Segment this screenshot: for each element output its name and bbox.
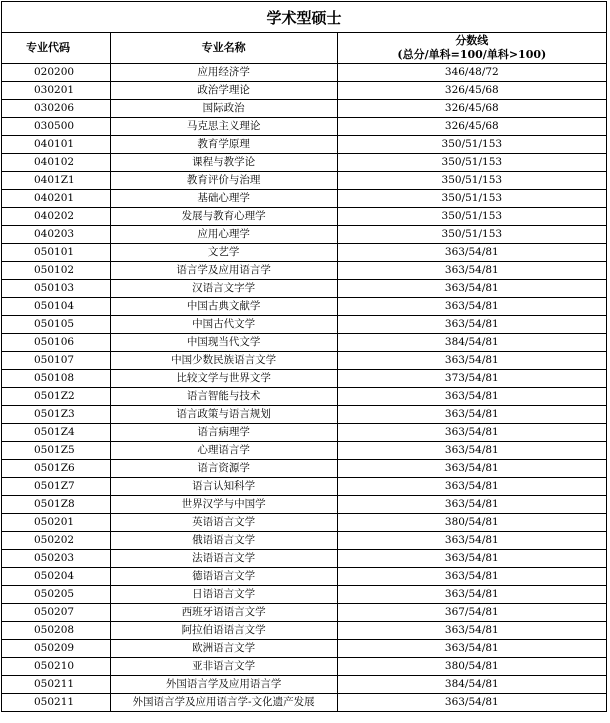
major-name: 法语语言文学 (110, 550, 337, 568)
major-code: 030201 (2, 82, 111, 100)
table-row (2, 334, 607, 352)
major-code: 0501Z5 (2, 442, 111, 460)
major-name: 国际政治 (110, 100, 337, 118)
score-line: 363/54/81 (337, 568, 606, 586)
major-code: 0501Z3 (2, 406, 111, 424)
major-name: 阿拉伯语语言文学 (110, 622, 337, 640)
table-row (2, 496, 607, 514)
table-row (2, 694, 607, 712)
table-row (2, 586, 607, 604)
major-code: 030206 (2, 100, 111, 118)
score-line: 363/54/81 (337, 262, 606, 280)
major-code: 0401Z1 (2, 172, 111, 190)
major-code: 050209 (2, 640, 111, 658)
table-row (2, 658, 607, 676)
major-name: 语言政策与语言规划 (110, 406, 337, 424)
table-row (2, 190, 607, 208)
score-line: 363/54/81 (337, 352, 606, 370)
major-name: 中国古典文献学 (110, 298, 337, 316)
major-name: 欧洲语言文学 (110, 640, 337, 658)
major-name: 语言资源学 (110, 460, 337, 478)
table-title: 学术型硕士 (2, 2, 607, 33)
score-line: 363/54/81 (337, 298, 606, 316)
table-row (2, 388, 607, 406)
major-name: 英语语言文学 (110, 514, 337, 532)
major-code: 050108 (2, 370, 111, 388)
major-name: 教育学原理 (110, 136, 337, 154)
major-name: 政治学理论 (110, 82, 337, 100)
score-line: 380/54/81 (337, 658, 606, 676)
score-line: 350/51/153 (337, 208, 606, 226)
header-score-line2: (总分/单科=100/单科>100) (397, 48, 547, 61)
table-row (2, 406, 607, 424)
major-code: 0501Z2 (2, 388, 111, 406)
major-name: 比较文学与世界文学 (110, 370, 337, 388)
major-code: 050202 (2, 532, 111, 550)
score-line: 363/54/81 (337, 622, 606, 640)
score-line: 350/51/153 (337, 190, 606, 208)
score-line: 384/54/81 (337, 676, 606, 694)
table-row (2, 172, 607, 190)
table-row (2, 136, 607, 154)
major-name: 语言认知科学 (110, 478, 337, 496)
score-line: 350/51/153 (337, 226, 606, 244)
score-line: 350/51/153 (337, 154, 606, 172)
major-code: 050208 (2, 622, 111, 640)
major-code: 050203 (2, 550, 111, 568)
table-row (2, 100, 607, 118)
major-code: 040202 (2, 208, 111, 226)
score-line: 363/54/81 (337, 694, 606, 712)
table-row (2, 352, 607, 370)
score-line: 363/54/81 (337, 280, 606, 298)
major-name: 中国古代文学 (110, 316, 337, 334)
major-code: 050106 (2, 334, 111, 352)
table-row (2, 280, 607, 298)
table-row (2, 154, 607, 172)
major-name: 语言智能与技术 (110, 388, 337, 406)
major-name: 应用经济学 (110, 64, 337, 82)
score-line: 363/54/81 (337, 406, 606, 424)
major-name: 发展与教育心理学 (110, 208, 337, 226)
score-line: 363/54/81 (337, 388, 606, 406)
score-line: 363/54/81 (337, 424, 606, 442)
major-code: 050104 (2, 298, 111, 316)
major-name: 课程与教学论 (110, 154, 337, 172)
major-code: 050211 (2, 676, 111, 694)
major-name: 汉语言文字学 (110, 280, 337, 298)
score-line: 326/45/68 (337, 118, 606, 136)
header-score (337, 33, 606, 64)
table-row (2, 370, 607, 388)
major-code: 0501Z8 (2, 496, 111, 514)
table-row (2, 604, 607, 622)
major-name: 中国少数民族语言文学 (110, 352, 337, 370)
major-code: 050210 (2, 658, 111, 676)
score-line: 363/54/81 (337, 478, 606, 496)
score-line: 363/54/81 (337, 586, 606, 604)
table-row (2, 676, 607, 694)
major-name: 基础心理学 (110, 190, 337, 208)
major-code: 050201 (2, 514, 111, 532)
table-row (2, 208, 607, 226)
major-code: 040201 (2, 190, 111, 208)
major-code: 040102 (2, 154, 111, 172)
major-name: 教育评价与治理 (110, 172, 337, 190)
major-code: 030500 (2, 118, 111, 136)
major-code: 0501Z4 (2, 424, 111, 442)
table-row (2, 226, 607, 244)
table-row (2, 550, 607, 568)
major-name: 马克思主义理论 (110, 118, 337, 136)
major-code: 050205 (2, 586, 111, 604)
major-code: 050103 (2, 280, 111, 298)
table-row (2, 262, 607, 280)
table-row (2, 82, 607, 100)
header-name: 专业名称 (110, 33, 337, 64)
table-row (2, 640, 607, 658)
major-name: 西班牙语语言文学 (110, 604, 337, 622)
table-row (2, 424, 607, 442)
header-code: 专业代码 (2, 33, 111, 64)
score-table (1, 1, 607, 712)
score-line: 380/54/81 (337, 514, 606, 532)
major-name: 应用心理学 (110, 226, 337, 244)
score-line: 363/54/81 (337, 496, 606, 514)
major-name: 世界汉学与中国学 (110, 496, 337, 514)
major-name: 日语语言文学 (110, 586, 337, 604)
table-row (2, 622, 607, 640)
table-row (2, 244, 607, 262)
score-line: 363/54/81 (337, 532, 606, 550)
score-line: 363/54/81 (337, 460, 606, 478)
table-row (2, 298, 607, 316)
major-name: 德语语言文学 (110, 568, 337, 586)
major-code: 040101 (2, 136, 111, 154)
table-row (2, 316, 607, 334)
score-line: 350/51/153 (337, 136, 606, 154)
major-code: 0501Z6 (2, 460, 111, 478)
major-code: 050107 (2, 352, 111, 370)
major-code: 050211 (2, 694, 111, 712)
table-row (2, 478, 607, 496)
header-score-line1: 分数线 (455, 34, 489, 47)
table-row (2, 460, 607, 478)
major-code: 050105 (2, 316, 111, 334)
major-code: 050207 (2, 604, 111, 622)
major-name: 语言病理学 (110, 424, 337, 442)
major-code: 0501Z7 (2, 478, 111, 496)
major-code: 050102 (2, 262, 111, 280)
score-line: 363/54/81 (337, 550, 606, 568)
score-line: 363/54/81 (337, 442, 606, 460)
score-line: 326/45/68 (337, 82, 606, 100)
score-line: 350/51/153 (337, 172, 606, 190)
score-line: 363/54/81 (337, 244, 606, 262)
score-line: 384/54/81 (337, 334, 606, 352)
score-line: 373/54/81 (337, 370, 606, 388)
score-line: 346/48/72 (337, 64, 606, 82)
table-row (2, 118, 607, 136)
table-row (2, 442, 607, 460)
major-code: 050204 (2, 568, 111, 586)
table-row (2, 568, 607, 586)
major-name: 俄语语言文学 (110, 532, 337, 550)
header-row (2, 33, 607, 64)
major-name: 外国语言学及应用语言学-文化遗产发展 (110, 694, 337, 712)
major-name: 语言学及应用语言学 (110, 262, 337, 280)
score-line: 367/54/81 (337, 604, 606, 622)
table-row (2, 514, 607, 532)
score-line: 363/54/81 (337, 640, 606, 658)
table-row (2, 532, 607, 550)
table-row (2, 64, 607, 82)
score-line: 326/45/68 (337, 100, 606, 118)
major-name: 中国现当代文学 (110, 334, 337, 352)
major-name: 亚非语言文学 (110, 658, 337, 676)
score-line: 363/54/81 (337, 316, 606, 334)
major-name: 外国语言学及应用语言学 (110, 676, 337, 694)
major-code: 020200 (2, 64, 111, 82)
major-name: 文艺学 (110, 244, 337, 262)
major-code: 050101 (2, 244, 111, 262)
major-name: 心理语言学 (110, 442, 337, 460)
major-code: 040203 (2, 226, 111, 244)
